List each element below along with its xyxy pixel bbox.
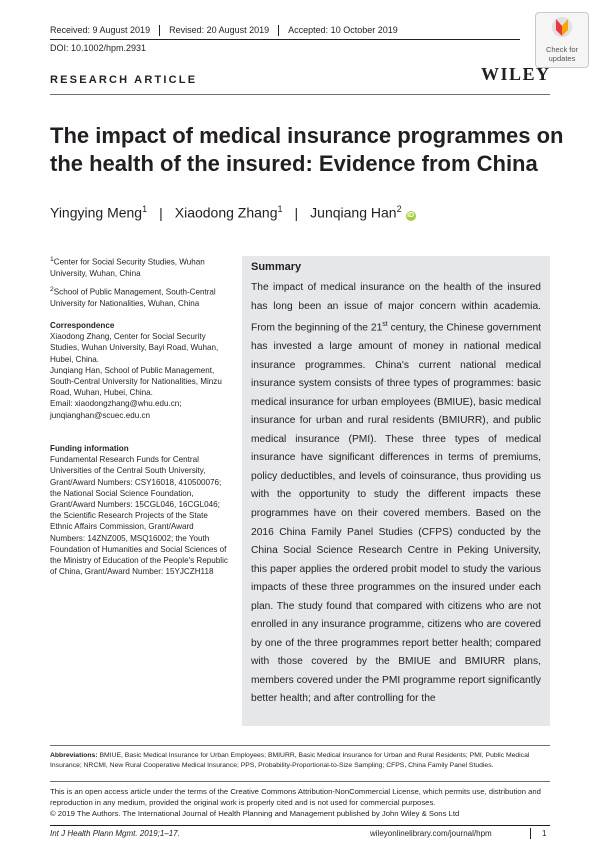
header-rule [50,39,520,40]
abbrev-rule [50,745,550,746]
correspondence-text: Junqiang Han, School of Public Management, South-Central University for Nationalities, Minzu Road, Wuhan, Hubei, China. [50,365,222,398]
article-title: The impact of medical insurance programmes on the health of the insured: Evidence from China [50,123,564,176]
correspondence-text: Xiaodong Zhang, Center for Social Security Studies, Wuhan University, Bayi Road, Wuhan, Hubei, China. [50,332,219,364]
publisher-logo: WILEY [481,64,551,84]
check-for-updates-badge[interactable] [535,12,589,68]
date-separator [159,25,160,36]
affiliations [50,254,230,309]
correspondence [50,320,230,421]
summary-heading: Summary [251,261,302,273]
author-list [50,204,416,221]
orcid-icon[interactable]: iD [407,211,415,219]
revised-date: Revised: 20 August 2019 [169,25,270,35]
copyright-text: © 2019 The Authors. The International Journal of Health Planning and Management published by John Wiley & Sons Ltd [50,809,460,818]
updates-label: updates [548,54,576,63]
doi[interactable]: DOI: 10.1002/hpm.2931 [50,43,147,53]
summary-text: The impact of medical insurance on the health of the insured has long been an issue of major concern within academia. From the beginning of the 21st century, the Chinese government has invested a large amount of money in national medical insurance programmes. China's current national medical insurance system consists of three types of programmes: basic medical insurance for urban employees (BMIUE), basic medical insurance for urban and rural residents (BMIURR), and public medical insurance (PMI). These three types of medical insurance have significant differences in terms of premiums, policy deductibles, and levels of coinsurance, thus providing us with the opportunity to study the different impacts these programmes have on their covered members. Based on the 2016 China Family Panel Studies (CFPS) conducted by the China Social Science Research Centre in Peking University, this paper applies the ordered probit model to study the various impacts of these three programmes on the insured under each plan. The study found that compared with citizens who are not enrolled in any insurance programme, citizens who are covered by one of the three programmes report better health; compared with those covered by the BMIUE and BMIURR plans, members covered under the PMI programme report significantly better health; and after controlling for the [251,282,542,705]
author-name[interactable]: Xiaodong Zhang [174,204,278,221]
page-number: 1 [542,829,547,838]
accepted-date: Accepted: 10 October 2019 [288,25,398,35]
license-text: This is an open access article under the terms of the Creative Commons Attribution-NonCommercial License, which permits use, distribution and reproduction in any medium, provided the original work is properly cited and is not used for commercial purposes. [50,787,541,807]
footer-separator [530,828,531,839]
check-for-label: Check for [545,45,579,54]
author-separator: | [294,204,299,221]
dates-row [50,22,520,38]
funding-information [50,443,230,577]
received-date: Received: 9 August 2019 [50,25,151,35]
license [50,786,550,819]
abbreviations: Abbreviations: BMIUE, Basic Medical Insurance for Urban Employees; BMIURR, Basic Medical Insurance for Urban and Rural Residents; PMI, Public Medical Insurance; NRCMI, New Rural Cooperative Medical Insurance; PPS, Probability-Proportional-to-Size Sampling; CFPS, China Family Panel Studies. [50,752,530,769]
correspondence-heading: Correspondence [50,321,115,330]
footer-rule [50,825,550,826]
bookmark-icon [551,16,573,40]
author-name[interactable]: Yingying Meng [50,204,143,221]
license-rule [50,781,550,782]
author-affiliation-mark: 1 [142,204,148,214]
article-type: RESEARCH ARTICLE [50,74,198,86]
affiliation-item: $^2$School of Public Management, South-Central University for Nationalities, Wuhan, China [50,286,216,308]
funding-heading: Funding information [50,444,129,453]
correspondence-email[interactable]: Email: xiaodongzhang@whu.edu.cn; [50,399,182,409]
author-name[interactable]: Junqiang Han [310,204,397,221]
date-separator [278,25,279,36]
author-affiliation-mark: 1 [277,204,283,214]
correspondence-email[interactable]: junqianghan@scuec.edu.cn [50,410,151,420]
journal-url[interactable]: wileyonlinelibrary.com/journal/hpm [370,829,492,838]
author-separator: | [159,204,163,221]
funding-text: Fundamental Research Funds for Central Universities of the Central South University, Grant/Award Numbers: CSY16018, 410500076; the National Social Science Foundation, Grant/Award Numbers: 15CGL046, 16CGL046; the Scientific Research Projects of the State Ethnic Affairs Commission, Grant/Award Numbers: 14ZNZ005, MSQ16002; the Youth Foundation of Humanities and Social Sciences of the Ministry of Education of the People's Republic of China, Grant/Award Number: 15YJCZH118 [50,455,228,577]
author-affiliation-mark: 2 [396,204,402,214]
affiliation-item: $^1$Center for Social Security Studies, Wuhan University, Wuhan, China [50,256,205,278]
title-rule [50,94,550,95]
journal-citation: Int J Health Plann Mgmt. 2019;1–17. [50,829,180,838]
